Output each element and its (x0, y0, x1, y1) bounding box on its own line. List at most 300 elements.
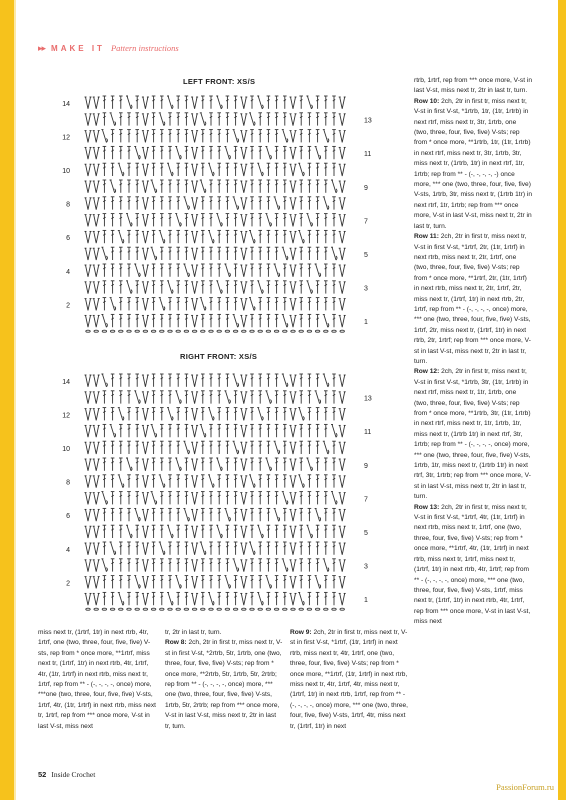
v-stitch-symbol (291, 282, 296, 294)
stitch-bar (210, 217, 212, 219)
post-hook-symbol (139, 155, 140, 159)
stitch-bar (333, 394, 335, 396)
stitch-bar (325, 167, 327, 169)
chain-stitch-symbol (233, 608, 237, 610)
stitch-bar (169, 268, 171, 270)
stitch-bar (185, 428, 187, 430)
post-hook-symbol (188, 273, 189, 277)
stitch-bar (284, 167, 286, 169)
stitch-bar (325, 284, 327, 286)
v-stitch-symbol (94, 560, 99, 572)
stitch-bar (284, 394, 286, 396)
stitch-bar (202, 217, 204, 219)
post-stitch-symbol (159, 113, 164, 126)
stitch-bar (152, 234, 154, 236)
stitch-bar (259, 445, 261, 447)
stitch-bar (218, 394, 220, 396)
post-stitch-symbol (224, 508, 229, 521)
stitch-bar (251, 184, 253, 186)
stitch-bar (161, 462, 163, 464)
post-stitch-symbol (331, 424, 336, 437)
post-hook-symbol (156, 433, 157, 437)
post-stitch-symbol (159, 298, 164, 311)
v-stitch-symbol (340, 231, 345, 243)
stitch-bar (136, 596, 138, 598)
post-stitch-symbol (257, 96, 262, 109)
post-hook-symbol (279, 273, 280, 277)
post-stitch-symbol (224, 264, 229, 277)
v-stitch-symbol (340, 593, 345, 605)
stitch-bar (111, 378, 113, 380)
post-stitch-symbol (298, 408, 303, 421)
stitch-bar (234, 167, 236, 169)
stitch-bar (275, 100, 277, 102)
stitch-bar (210, 100, 212, 102)
chain-stitch-symbol (209, 608, 213, 610)
stitch-bar (103, 579, 105, 581)
post-stitch-symbol (249, 298, 254, 311)
post-stitch-symbol (167, 408, 172, 421)
stitch-bar (316, 478, 318, 480)
v-stitch-symbol (241, 147, 246, 159)
post-hook-symbol (238, 383, 239, 387)
stitch-bar (169, 251, 171, 253)
post-hook-symbol (221, 534, 222, 538)
stitch-bar (152, 133, 154, 135)
stitch-bar (161, 579, 163, 581)
stitch-bar (259, 562, 261, 564)
chain-stitch-symbol (127, 608, 131, 610)
stitch-bar (161, 512, 163, 514)
stitch-bar (136, 445, 138, 447)
row-number-left: 14 (62, 100, 70, 108)
post-stitch-symbol (159, 475, 164, 488)
chain-stitch-symbol (94, 330, 98, 332)
stitch-bar (136, 318, 138, 320)
double-chevron-icon: ▸▸ (38, 42, 46, 53)
post-stitch-symbol (233, 130, 238, 143)
stitch-bar (308, 579, 310, 581)
stitch-bar (316, 562, 318, 564)
v-stitch-symbol (192, 459, 197, 471)
stitch-bar (267, 200, 269, 202)
stitch-bar (103, 116, 105, 118)
stitch-bar (300, 462, 302, 464)
stitch-bar (177, 167, 179, 169)
stitch-bar (333, 445, 335, 447)
stitch-bar (120, 150, 122, 152)
stitch-bar (210, 394, 212, 396)
stitch-bar (128, 495, 130, 497)
stitch-bar (284, 301, 286, 303)
post-stitch-symbol (183, 508, 188, 521)
stitch-bar (284, 478, 286, 480)
stitch-bar (152, 478, 154, 480)
stitch-bar (136, 478, 138, 480)
post-stitch-symbol (323, 197, 328, 210)
stitch-bar (251, 562, 253, 564)
chain-stitch-symbol (250, 608, 254, 610)
post-hook-symbol (336, 189, 337, 193)
stitch-bar (169, 116, 171, 118)
stitch-bar (275, 251, 277, 253)
post-stitch-symbol (249, 542, 254, 555)
chain-stitch-symbol (201, 608, 205, 610)
stitch-bar (128, 562, 130, 564)
chain-stitch-symbol (119, 330, 123, 332)
post-stitch-symbol (183, 441, 188, 454)
post-hook-symbol (115, 433, 116, 437)
stitch-bar (210, 445, 212, 447)
stitch-bar (259, 301, 261, 303)
v-stitch-symbol (143, 114, 148, 126)
v-stitch-symbol (143, 560, 148, 572)
v-stitch-symbol (86, 476, 91, 488)
stitch-bar (161, 596, 163, 598)
stitch-bar (185, 167, 187, 169)
v-stitch-symbol (241, 409, 246, 421)
v-stitch-symbol (192, 593, 197, 605)
stitch-bar (259, 184, 261, 186)
post-stitch-symbol (298, 230, 303, 243)
v-stitch-symbol (143, 392, 148, 404)
stitch-bar (185, 184, 187, 186)
chain-stitch-symbol (315, 608, 319, 610)
stitch-bar (308, 378, 310, 380)
stitch-bar (325, 184, 327, 186)
stitch-bar (218, 200, 220, 202)
stitch-bar (251, 378, 253, 380)
v-stitch-symbol (241, 526, 246, 538)
row-number-left: 14 (62, 378, 70, 386)
post-stitch-symbol (134, 576, 139, 589)
stitch-bar (333, 100, 335, 102)
v-stitch-symbol (192, 442, 197, 454)
stitch-bar (325, 596, 327, 598)
chain-stitch-symbol (217, 330, 221, 332)
v-stitch-symbol (86, 248, 91, 260)
v-stitch-symbol (192, 97, 197, 109)
post-hook-symbol (164, 122, 165, 126)
v-stitch-symbol (143, 543, 148, 555)
stitch-bar (169, 495, 171, 497)
chain-stitch-symbol (242, 608, 246, 610)
stitch-bar (103, 268, 105, 270)
v-stitch-symbol (241, 577, 246, 589)
v-stitch-symbol (143, 375, 148, 387)
v-stitch-symbol (94, 248, 99, 260)
post-hook-symbol (270, 467, 271, 471)
post-hook-symbol (123, 601, 124, 605)
v-stitch-symbol (143, 526, 148, 538)
stitch-bar (284, 529, 286, 531)
stitch-bar (300, 495, 302, 497)
post-hook-symbol (254, 551, 255, 555)
stitch-bar (120, 251, 122, 253)
stitch-bar (226, 529, 228, 531)
stitch-bar (120, 268, 122, 270)
v-stitch-symbol (291, 299, 296, 311)
stitch-bar (325, 411, 327, 413)
stitch-bar (267, 284, 269, 286)
stitch-bar (333, 546, 335, 548)
stitch-bar (210, 562, 212, 564)
chain-stitch-symbol (274, 608, 278, 610)
stitch-bar (259, 234, 261, 236)
v-stitch-symbol (241, 299, 246, 311)
v-stitch-symbol (192, 215, 197, 227)
v-stitch-symbol (143, 282, 148, 294)
stitch-bar (234, 579, 236, 581)
stitch-bar (103, 546, 105, 548)
stitch-bar (308, 596, 310, 598)
v-stitch-symbol (340, 442, 345, 454)
stitch-bar (185, 462, 187, 464)
stitch-bar (202, 529, 204, 531)
stitch-bar (308, 301, 310, 303)
v-stitch-symbol (94, 375, 99, 387)
stitch-bar (226, 318, 228, 320)
stitch-bar (333, 411, 335, 413)
chain-stitch-symbol (324, 608, 328, 610)
v-stitch-symbol (143, 459, 148, 471)
pattern-paragraph (414, 367, 532, 502)
stitch-bar (111, 318, 113, 320)
v-stitch-symbol (340, 164, 345, 176)
post-hook-symbol (303, 601, 304, 605)
post-stitch-symbol (216, 525, 221, 538)
stitch-bar (218, 301, 220, 303)
chain-stitch-symbol (340, 330, 344, 332)
v-stitch-symbol (192, 164, 197, 176)
stitch-bar (161, 150, 163, 152)
stitch-bar (284, 579, 286, 581)
stitch-bar (267, 133, 269, 135)
post-hook-symbol (180, 467, 181, 471)
post-hook-symbol (238, 206, 239, 210)
stitch-bar (300, 445, 302, 447)
post-hook-symbol (213, 484, 214, 488)
stitch-bar (275, 318, 277, 320)
stitch-bar (152, 217, 154, 219)
stitch-bar (161, 394, 163, 396)
v-stitch-symbol (291, 114, 296, 126)
stitch-bar (177, 529, 179, 531)
post-stitch-symbol (134, 146, 139, 159)
stitch-bar (316, 596, 318, 598)
stitch-bar (259, 512, 261, 514)
row-number-right: 11 (364, 429, 372, 437)
v-stitch-symbol (291, 560, 296, 572)
post-hook-symbol (279, 450, 280, 454)
stitch-bar (185, 234, 187, 236)
stitch-bar (234, 512, 236, 514)
post-hook-symbol (328, 450, 329, 454)
stitch-bar (251, 284, 253, 286)
v-stitch-symbol (241, 231, 246, 243)
section-subtitle: Pattern instructions (110, 43, 179, 53)
post-stitch-symbol (257, 163, 262, 176)
row-instructions: rtrb, 1rtrf, rep from *** once more, V-st in last V-st, miss next tr, 2tr in last tr, turn. (414, 77, 534, 95)
post-stitch-symbol (175, 576, 180, 589)
stitch-bar (120, 133, 122, 135)
chain-stitch-symbol (110, 608, 114, 610)
stitch-bar (308, 116, 310, 118)
stitch-bar (128, 596, 130, 598)
v-stitch-symbol (143, 97, 148, 109)
stitch-bar (308, 318, 310, 320)
post-stitch-symbol (323, 314, 328, 327)
v-stitch-symbol (340, 493, 345, 505)
v-stitch-symbol (291, 164, 296, 176)
post-hook-symbol (139, 273, 140, 277)
post-stitch-symbol (265, 146, 270, 159)
stitch-bar (128, 378, 130, 380)
chain-stitch-symbol (168, 330, 172, 332)
post-hook-symbol (238, 323, 239, 327)
post-stitch-symbol (151, 492, 156, 505)
stitch-bar (226, 100, 228, 102)
chain-stitch-symbol (315, 330, 319, 332)
stitch-bar (300, 217, 302, 219)
post-stitch-symbol (282, 559, 287, 572)
stitch-bar (259, 217, 261, 219)
post-stitch-symbol (249, 230, 254, 243)
row-number-right: 13 (364, 117, 372, 125)
chain-stitch-symbol (135, 608, 139, 610)
stitch-bar (103, 167, 105, 169)
post-hook-symbol (238, 450, 239, 454)
v-stitch-symbol (241, 425, 246, 437)
post-stitch-symbol (224, 391, 229, 404)
stitch-bar (152, 167, 154, 169)
post-hook-symbol (303, 484, 304, 488)
v-stitch-symbol (340, 181, 345, 193)
post-hook-symbol (139, 584, 140, 588)
v-stitch-symbol (143, 493, 148, 505)
stitch-bar (251, 529, 253, 531)
stitch-bar (169, 562, 171, 564)
post-hook-symbol (279, 517, 280, 521)
stitch-bar (218, 234, 220, 236)
stitch-bar (152, 411, 154, 413)
stitch-bar (284, 284, 286, 286)
v-stitch-symbol (94, 131, 99, 143)
stitch-bar (325, 529, 327, 531)
post-stitch-symbol (134, 391, 139, 404)
post-stitch-symbol (265, 214, 270, 227)
stitch-bar (300, 284, 302, 286)
stitch-bar (218, 478, 220, 480)
stitch-bar (267, 234, 269, 236)
chain-stitch-symbol (332, 608, 336, 610)
post-stitch-symbol (101, 130, 106, 143)
v-stitch-symbol (94, 459, 99, 471)
post-hook-symbol (320, 400, 321, 404)
chain-stitch-symbol (283, 330, 287, 332)
post-stitch-symbol (126, 281, 131, 294)
stitch-bar (161, 217, 163, 219)
v-stitch-symbol (340, 198, 345, 210)
stitch-bar (308, 133, 310, 135)
stitch-bar (111, 462, 113, 464)
stitch-bar (111, 200, 113, 202)
stitch-bar (316, 116, 318, 118)
v-stitch-symbol (143, 315, 148, 327)
stitch-bar (120, 512, 122, 514)
v-stitch-symbol (241, 131, 246, 143)
stitch-bar (308, 562, 310, 564)
stitch-bar (120, 217, 122, 219)
stitch-bar (185, 378, 187, 380)
stitch-bar (136, 133, 138, 135)
stitch-bar (333, 579, 335, 581)
v-stitch-symbol (86, 282, 91, 294)
stitch-bar (218, 251, 220, 253)
post-stitch-symbol (315, 391, 320, 404)
chain-stitch-symbol (127, 330, 131, 332)
stitch-bar (333, 167, 335, 169)
stitch-bar (210, 184, 212, 186)
stitch-bar (202, 150, 204, 152)
stitch-bar (120, 284, 122, 286)
stitch-bar (284, 268, 286, 270)
stitch-bar (267, 268, 269, 270)
stitch-bar (111, 495, 113, 497)
post-hook-symbol (311, 222, 312, 226)
stitch-bar (152, 150, 154, 152)
stitch-bar (136, 217, 138, 219)
v-stitch-symbol (143, 509, 148, 521)
chain-stitch-symbol (143, 608, 147, 610)
stitch-bar (308, 428, 310, 430)
stitch-bar (111, 268, 113, 270)
stitch-bar (103, 445, 105, 447)
stitch-bar (300, 251, 302, 253)
v-stitch-symbol (94, 114, 99, 126)
stitch-bar (177, 200, 179, 202)
v-stitch-symbol (143, 593, 148, 605)
v-stitch-symbol (86, 198, 91, 210)
row-number-left: 6 (66, 235, 70, 243)
stitch-bar (136, 100, 138, 102)
v-stitch-symbol (192, 299, 197, 311)
v-stitch-symbol (192, 543, 197, 555)
stitch-bar (161, 428, 163, 430)
stitch-bar (185, 150, 187, 152)
post-stitch-symbol (167, 592, 172, 605)
post-hook-symbol (287, 256, 288, 260)
left-front-chart (60, 90, 380, 335)
stitch-bar (177, 495, 179, 497)
stitch-bar (185, 100, 187, 102)
stitch-bar (316, 495, 318, 497)
stitch-bar (275, 579, 277, 581)
post-hook-symbol (172, 416, 173, 420)
stitch-bar (226, 596, 228, 598)
post-hook-symbol (188, 517, 189, 521)
chain-stitch-symbol (151, 608, 155, 610)
v-stitch-symbol (340, 476, 345, 488)
stitch-bar (218, 318, 220, 320)
v-stitch-symbol (192, 282, 197, 294)
stitch-bar (284, 150, 286, 152)
stitch-bar (161, 133, 163, 135)
post-stitch-symbol (208, 475, 213, 488)
stitch-bar (177, 378, 179, 380)
post-hook-symbol (311, 105, 312, 109)
post-hook-symbol (336, 433, 337, 437)
